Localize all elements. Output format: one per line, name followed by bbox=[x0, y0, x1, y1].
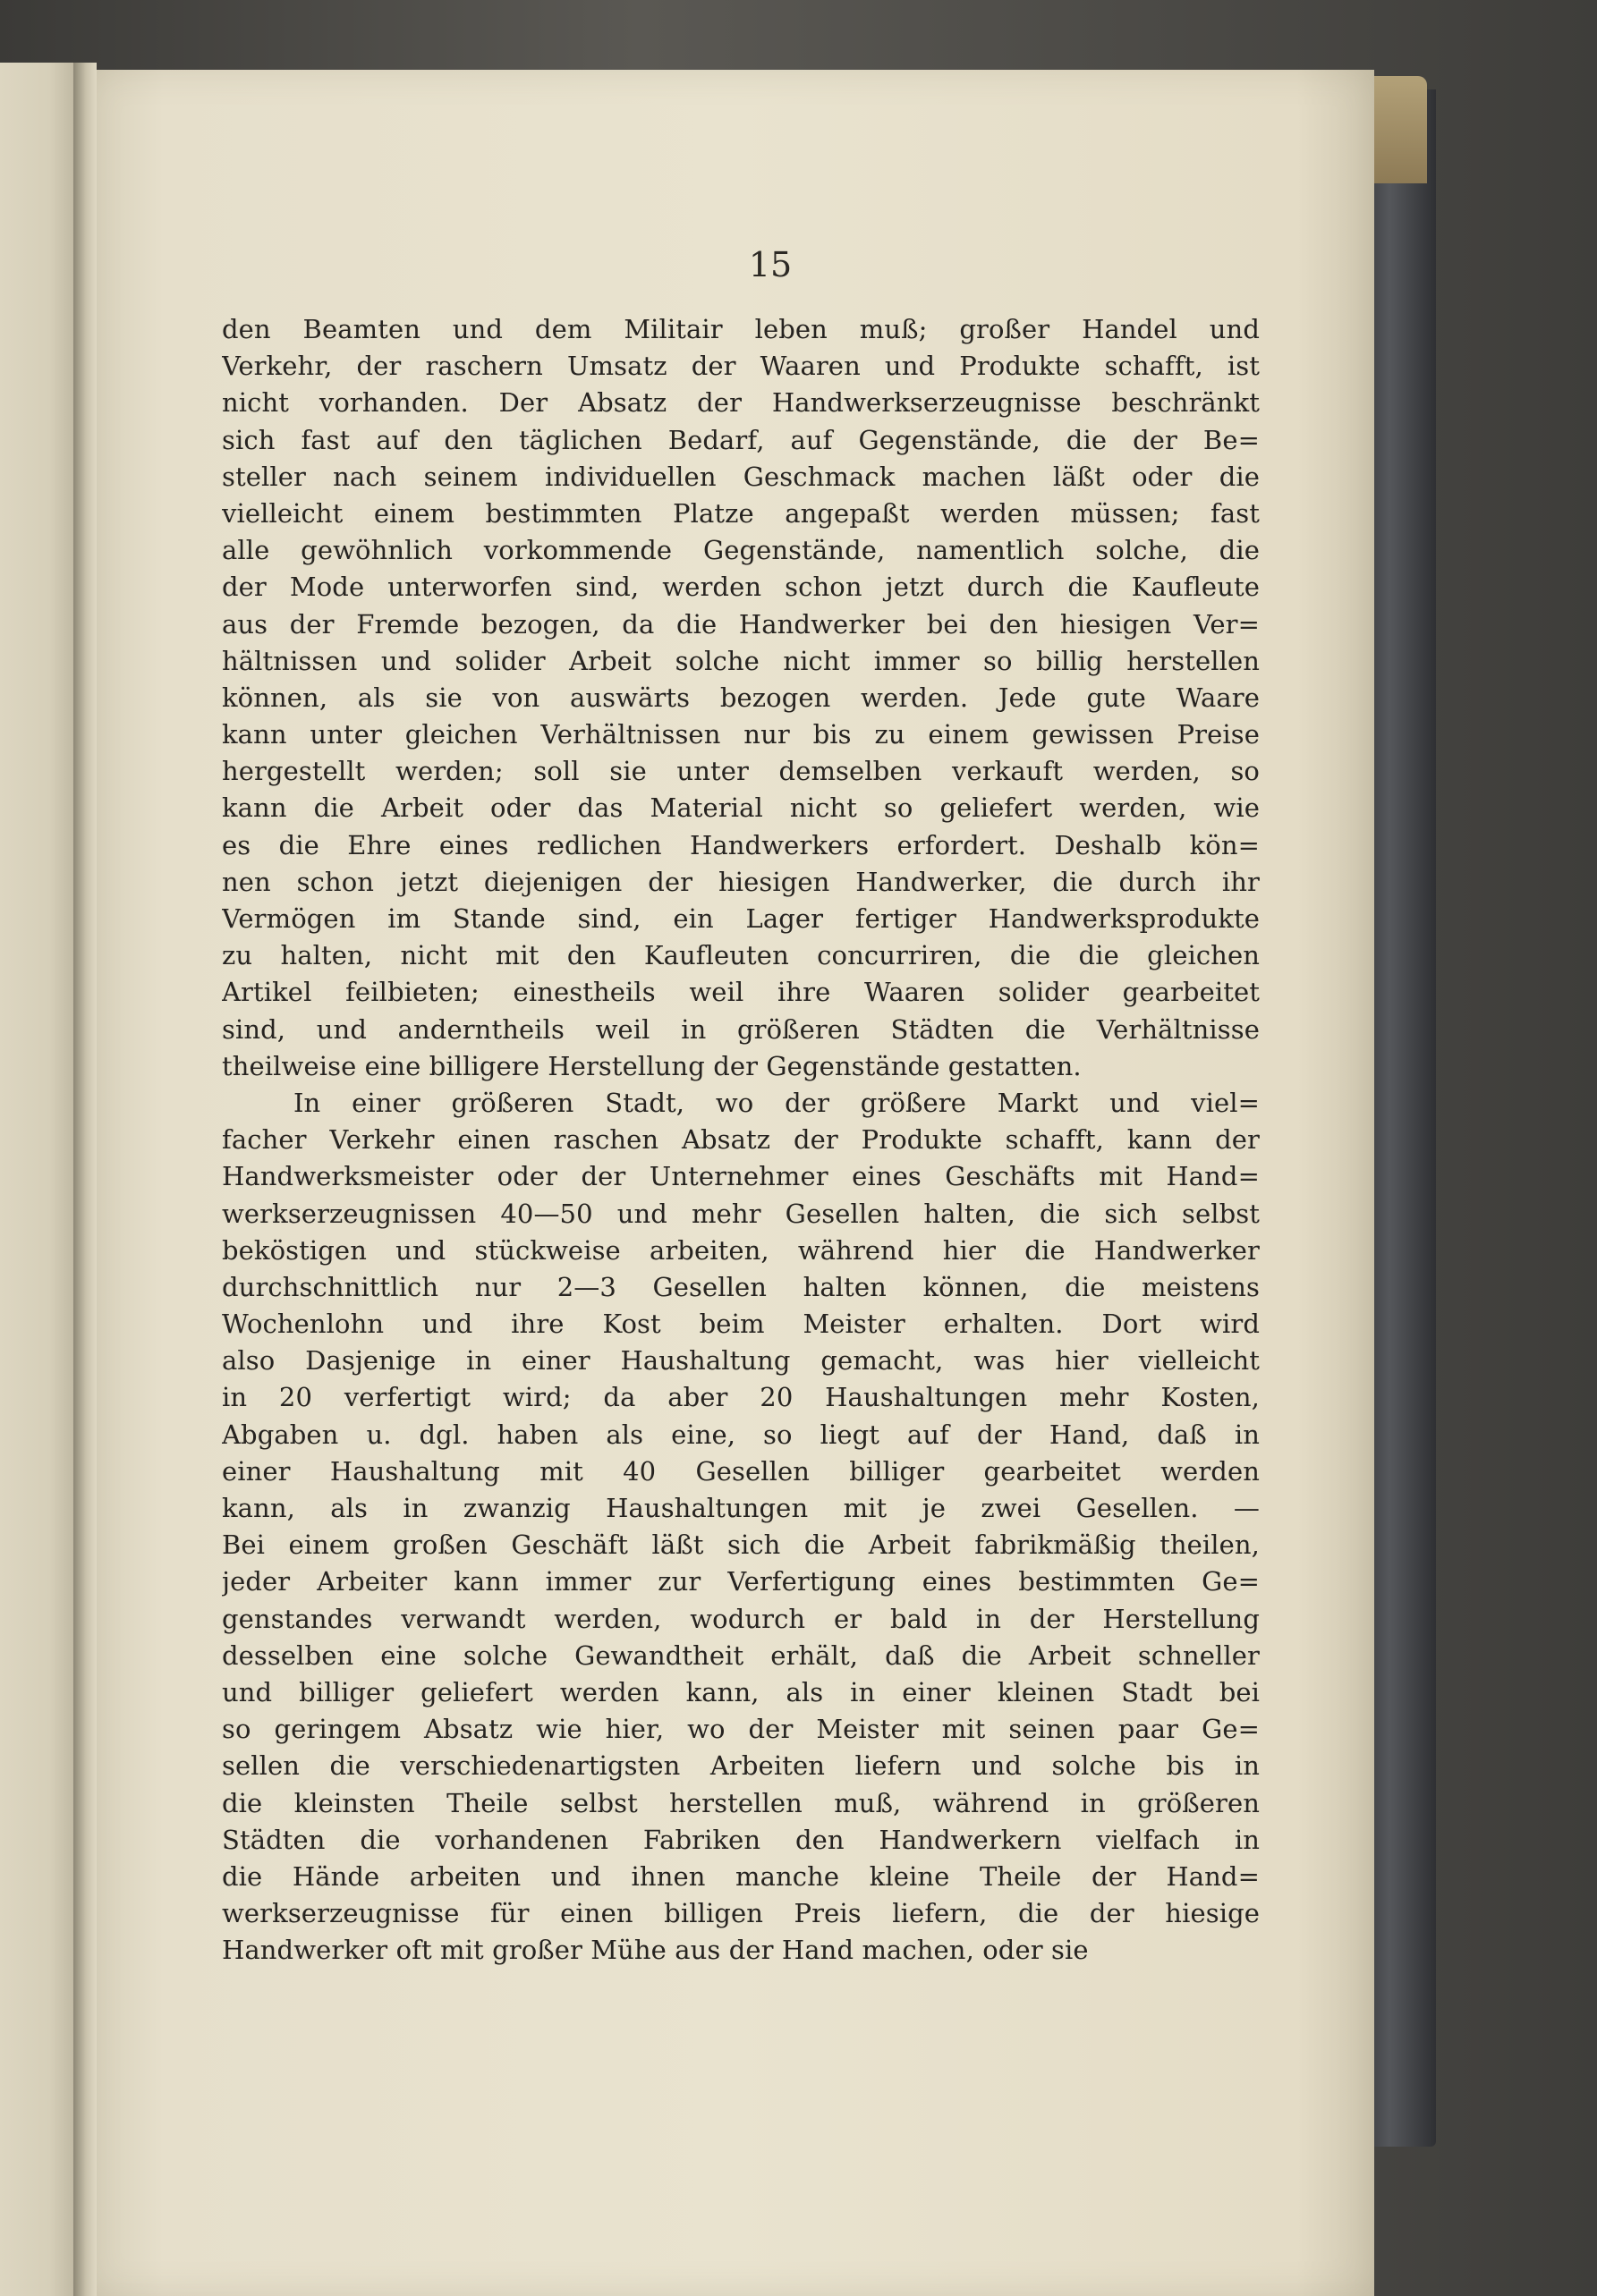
text-line: nicht vorhanden. Der Absatz der Handwerkserzeugnisse beschränkt bbox=[222, 387, 1260, 419]
text-line: vielleicht einem bestimmten Platze angepaßt werden müssen; fast bbox=[222, 497, 1260, 529]
text-line: können, als sie von auswärts bezogen werden. Jede gute Waare bbox=[222, 682, 1260, 713]
body-text bbox=[222, 311, 1260, 1969]
page-number: 15 bbox=[748, 245, 793, 284]
text-line: werkserzeugnisse für einen billigen Preis liefern, die der hiesige bbox=[222, 1898, 1260, 1929]
text-line: nen schon jetzt diejenigen der hiesigen Handwerker, die durch ihr bbox=[222, 866, 1260, 897]
left-page-edge bbox=[0, 63, 82, 2296]
text-line: theilweise eine billigere Herstellung der Gegenstände gestatten. bbox=[222, 1050, 1082, 1081]
text-line: den Beamten und dem Militair leben muß; großer Handel und bbox=[222, 314, 1260, 344]
text-line: Handwerksmeister oder der Unternehmer eines Geschäfts mit Hand= bbox=[222, 1161, 1260, 1192]
text-line: Bei einem großen Geschäft läßt sich die Arbeit fabrikmäßig theilen, bbox=[222, 1529, 1260, 1561]
text-line: hältnissen und solider Arbeit solche nicht immer so billig herstellen bbox=[222, 645, 1260, 676]
text-line: Städten die vorhandenen Fabriken den Handwerkern vielfach in bbox=[222, 1824, 1260, 1855]
text-line: Wochenlohn und ihre Kost beim Meister erhalten. Dort wird bbox=[222, 1309, 1260, 1340]
text-line: desselben eine solche Gewandtheit erhält, daß die Arbeit schneller bbox=[222, 1639, 1260, 1671]
text-line: kann die Arbeit oder das Material nicht so geliefert werden, wie bbox=[222, 792, 1260, 824]
text-line: hergestellt werden; soll sie unter demselben verkauft werden, so bbox=[222, 756, 1260, 787]
text-line: einer Haushaltung mit 40 Gesellen billiger gearbeitet werden bbox=[222, 1455, 1260, 1487]
book-cover bbox=[1364, 89, 1436, 2147]
text-line: es die Ehre eines redlichen Handwerkers erfordert. Deshalb kön= bbox=[222, 829, 1260, 860]
text-line: jeder Arbeiter kann immer zur Verfertigung eines bestimmten Ge= bbox=[222, 1566, 1260, 1597]
text-line: die kleinsten Theile selbst herstellen muß, während in größeren bbox=[222, 1787, 1260, 1818]
text-line: Abgaben u. dgl. haben als eine, so liegt auf der Hand, daß in bbox=[222, 1419, 1260, 1450]
text-line: sich fast auf den täglichen Bedarf, auf Gegenstände, die der Be= bbox=[222, 424, 1260, 455]
text-line: facher Verkehr einen raschen Absatz der Produkte schafft, kann der bbox=[222, 1124, 1260, 1156]
text-line: die Hände arbeiten und ihnen manche kleine Theile der Hand= bbox=[222, 1860, 1260, 1892]
text-line: steller nach seinem individuellen Geschmack machen läßt oder die bbox=[222, 461, 1260, 492]
text-line: zu halten, nicht mit den Kaufleuten concurriren, die die gleichen bbox=[222, 940, 1260, 971]
text-line: beköstigen und stückweise arbeiten, während hier die Handwerker bbox=[222, 1234, 1260, 1266]
book-gutter bbox=[73, 63, 97, 2296]
text-line: Handwerker oft mit großer Mühe aus der Hand machen, oder sie bbox=[222, 1935, 1089, 1966]
text-line: Verkehr, der raschern Umsatz der Waaren und Produkte schafft, ist bbox=[222, 351, 1260, 382]
text-line: werkserzeugnissen 40—50 und mehr Gesellen halten, die sich selbst bbox=[222, 1198, 1260, 1229]
text-line: kann unter gleichen Verhältnissen nur bis zu einem gewissen Preise bbox=[222, 719, 1260, 750]
text-line: sind, und anderntheils weil in größeren Städten die Verhältnisse bbox=[222, 1013, 1260, 1045]
text-line: In einer größeren Stadt, wo der größere Markt und viel= bbox=[293, 1087, 1260, 1118]
text-line: also Dasjenige in einer Haushaltung gemacht, was hier vielleicht bbox=[222, 1345, 1260, 1377]
text-line: der Mode unterworfen sind, werden schon jetzt durch die Kaufleute bbox=[222, 572, 1260, 603]
text-line: so geringem Absatz wie hier, wo der Meister mit seinen paar Ge= bbox=[222, 1714, 1260, 1745]
text-line: Artikel feilbieten; einestheils weil ihre Waaren solider gearbeitet bbox=[222, 977, 1260, 1008]
text-line: sellen die verschiedenartigsten Arbeiten liefern und solche bis in bbox=[222, 1750, 1260, 1782]
book-page bbox=[86, 70, 1374, 2296]
text-line: alle gewöhnlich vorkommende Gegenstände, namentlich solche, die bbox=[222, 535, 1260, 566]
text-line: durchschnittlich nur 2—3 Gesellen halten können, die meistens bbox=[222, 1271, 1260, 1302]
text-line: in 20 verfertigt wird; da aber 20 Haushaltungen mehr Kosten, bbox=[222, 1382, 1260, 1413]
text-line: genstandes verwandt werden, wodurch er bald in der Herstellung bbox=[222, 1603, 1260, 1634]
text-line: Vermögen im Stande sind, ein Lager fertiger Handwerksprodukte bbox=[222, 903, 1260, 934]
text-line: kann, als in zwanzig Haushaltungen mit je zwei Gesellen. — bbox=[222, 1493, 1260, 1523]
text-line: aus der Fremde bezogen, da die Handwerker bei den hiesigen Ver= bbox=[222, 608, 1260, 640]
text-line: und billiger geliefert werden kann, als in einer kleinen Stadt bei bbox=[222, 1676, 1260, 1707]
